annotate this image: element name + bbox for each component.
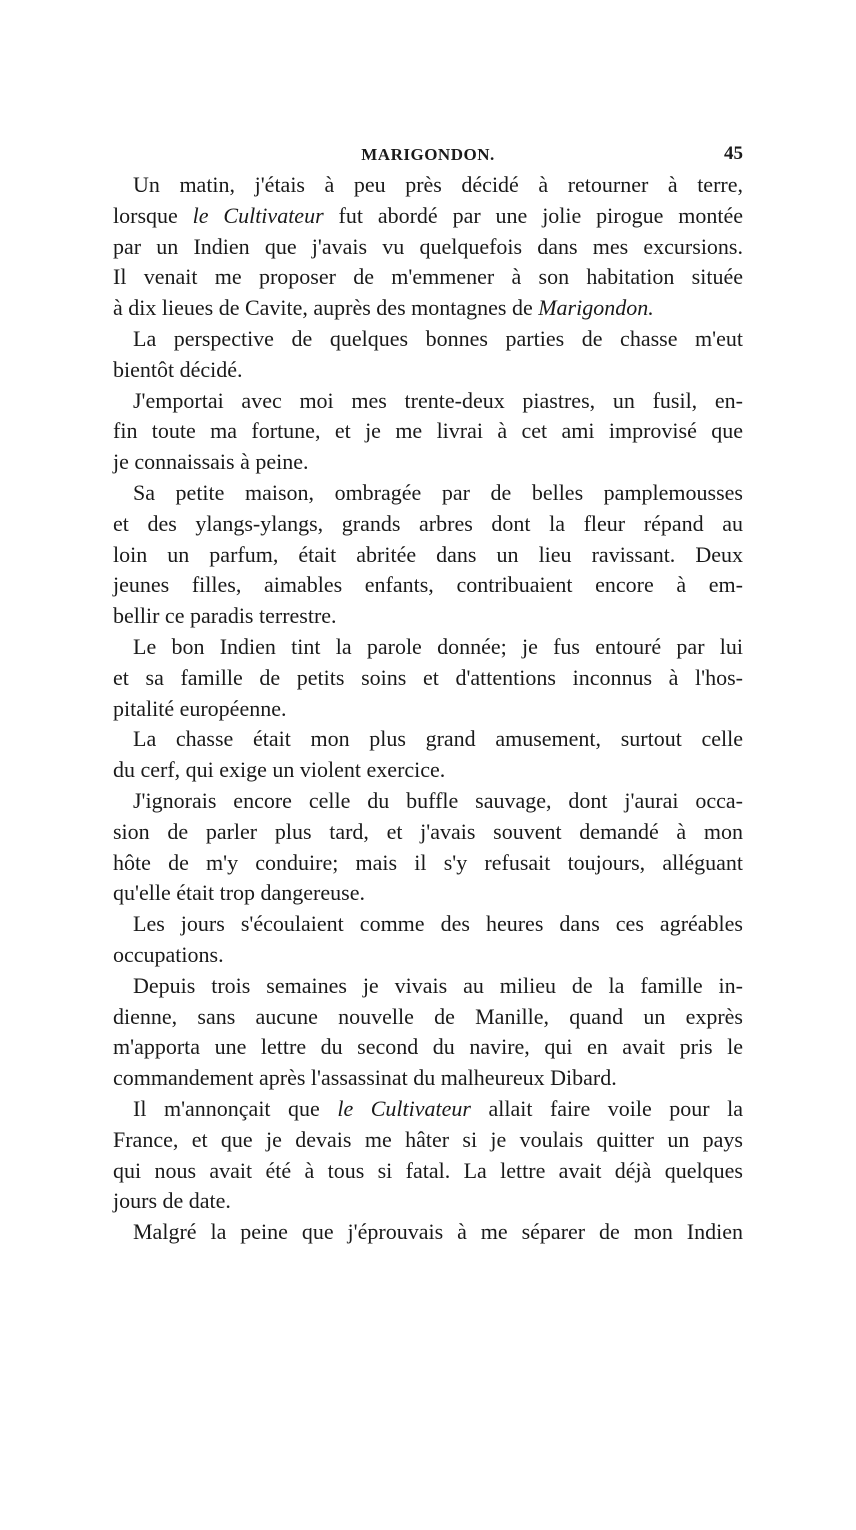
text-line: occupations. bbox=[113, 941, 224, 967]
paragraph bbox=[113, 478, 743, 632]
text-line: jeunes filles, aimables enfants, contribuaient encore à em- bbox=[113, 572, 743, 598]
paragraph bbox=[113, 971, 743, 1094]
text-line: jours de date. bbox=[113, 1188, 231, 1214]
text-line: La chasse était mon plus grand amusement, surtout celle bbox=[133, 726, 743, 752]
text-line: hôte de m'y conduire; mais il s'y refusait toujours, alléguant bbox=[113, 849, 743, 875]
text-line: Le bon Indien tint la parole donnée; je fus entouré par lui bbox=[133, 633, 743, 659]
text-line: et des ylangs-ylangs, grands arbres dont la fleur répand au bbox=[113, 510, 743, 536]
text-line: J'ignorais encore celle du buffle sauvage, dont j'aurai occa- bbox=[133, 787, 743, 813]
paragraph bbox=[113, 909, 743, 971]
text-line: dienne, sans aucune nouvelle de Manille, quand un exprès bbox=[113, 1003, 743, 1029]
paragraph bbox=[113, 1094, 743, 1217]
text-line: Sa petite maison, ombragée par de belles pamplemousses bbox=[133, 479, 743, 505]
text-segment: fut abordé par une jolie pirogue montée bbox=[323, 202, 744, 228]
text-segment: lorsque bbox=[113, 202, 193, 228]
paragraph bbox=[113, 724, 743, 786]
page-body bbox=[113, 170, 743, 1248]
text-line bbox=[113, 201, 743, 232]
text-line: et sa famille de petits soins et d'attentions inconnus à l'hos- bbox=[113, 664, 743, 690]
paragraph bbox=[113, 1217, 743, 1248]
text-line: bientôt décidé. bbox=[113, 356, 243, 382]
text-segment: allait faire voile pour la bbox=[470, 1095, 743, 1121]
text-line: je connaissais à peine. bbox=[113, 449, 309, 475]
text-line: Il venait me proposer de m'emmener à son habitation située bbox=[113, 264, 743, 290]
text-line bbox=[113, 1094, 743, 1125]
italic-title: le Cultivateur bbox=[337, 1095, 471, 1121]
text-line: Malgré la peine que j'éprouvais à me séparer de mon Indien bbox=[133, 1219, 743, 1245]
text-line: France, et que je devais me hâter si je voulais quitter un pays bbox=[113, 1126, 743, 1152]
paragraph bbox=[113, 632, 743, 724]
text-line: La perspective de quelques bonnes parties de chasse m'eut bbox=[133, 325, 743, 351]
text-line: Depuis trois semaines je vivais au milieu de la famille in- bbox=[133, 972, 743, 998]
text-line: m'apporta une lettre du second du navire, qui en avait pris le bbox=[113, 1034, 743, 1060]
paragraph bbox=[113, 786, 743, 909]
paragraph bbox=[113, 324, 743, 386]
text-line: pitalité européenne. bbox=[113, 695, 287, 721]
text-segment: à dix lieues de Cavite, auprès des montagnes de bbox=[113, 295, 539, 321]
italic-title: Marigondon. bbox=[538, 295, 654, 321]
text-segment: Il m'annonçait que bbox=[133, 1095, 338, 1121]
text-line: Un matin, j'étais à peu près décidé à retourner à terre, bbox=[133, 172, 743, 197]
italic-title: le Cultivateur bbox=[192, 202, 324, 228]
text-line: qu'elle était trop dangereuse. bbox=[113, 880, 365, 906]
text-line: Les jours s'écoulaient comme des heures dans ces agréables bbox=[133, 911, 743, 937]
text-line: fin toute ma fortune, et je me livrai à cet ami improvisé que bbox=[113, 418, 743, 444]
page-header bbox=[113, 143, 743, 169]
running-title: MARIGONDON. bbox=[361, 145, 495, 164]
text-line: commandement après l'assassinat du malheureux Dibard. bbox=[113, 1065, 617, 1091]
page-number: 45 bbox=[724, 143, 743, 164]
text-line: J'emportai avec moi mes trente-deux piastres, un fusil, en- bbox=[133, 387, 743, 413]
text-line: qui nous avait été à tous si fatal. La lettre avait déjà quelques bbox=[113, 1157, 743, 1183]
text-line: par un Indien que j'avais vu quelquefois dans mes excursions. bbox=[113, 233, 743, 259]
text-line: loin un parfum, était abritée dans un lieu ravissant. Deux bbox=[113, 541, 743, 567]
text-line bbox=[113, 293, 743, 324]
paragraph bbox=[113, 170, 743, 324]
text-line: du cerf, qui exige un violent exercice. bbox=[113, 757, 446, 783]
paragraph bbox=[113, 386, 743, 478]
text-line: sion de parler plus tard, et j'avais souvent demandé à mon bbox=[113, 818, 743, 844]
text-line: bellir ce paradis terrestre. bbox=[113, 603, 337, 629]
